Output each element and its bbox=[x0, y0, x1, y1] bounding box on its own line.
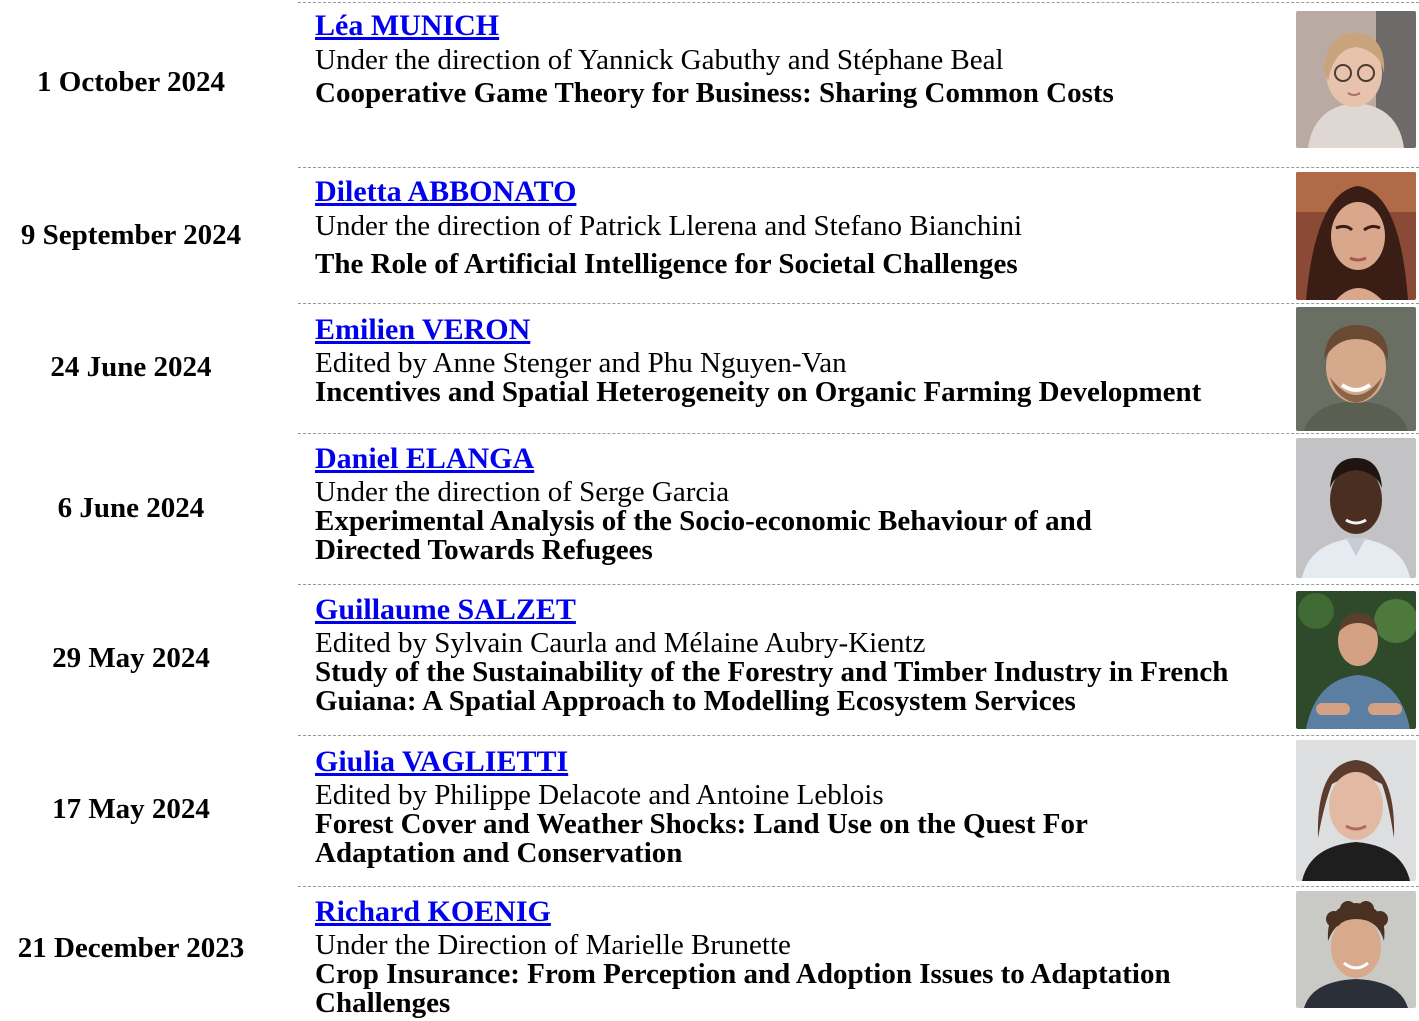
defense-date: 6 June 2024 bbox=[57, 492, 205, 524]
thesis-info bbox=[315, 894, 1291, 1018]
thesis-title: Crop Insurance: From Perception and Adoption Issues to Adaptation Challenges bbox=[315, 958, 1171, 1019]
thesis-title: Experimental Analysis of the Socio-economic Behaviour of and Directed Towards Refugees bbox=[315, 505, 1092, 566]
defense-date: 17 May 2024 bbox=[52, 793, 210, 825]
row-separator bbox=[298, 433, 1419, 434]
thesis-direction: Under the direction of Serge Garcia bbox=[315, 476, 730, 508]
row-separator bbox=[298, 584, 1419, 585]
thesis-info bbox=[315, 8, 1291, 108]
thesis-direction: Edited by Anne Stenger and Phu Nguyen-Van bbox=[315, 347, 847, 379]
defense-date: 9 September 2024 bbox=[20, 219, 242, 251]
thesis-info bbox=[315, 592, 1291, 716]
candidate-name-link[interactable]: Léa MUNICH bbox=[315, 9, 500, 42]
candidate-name-link[interactable]: Richard KOENIG bbox=[315, 895, 551, 928]
thesis-title: Cooperative Game Theory for Business: Sharing Common Costs bbox=[315, 77, 1114, 109]
row-separator bbox=[298, 2, 1419, 3]
thesis-direction: Under the direction of Patrick Llerena and Stefano Bianchini bbox=[315, 210, 1023, 242]
candidate-photo bbox=[1296, 740, 1416, 881]
portrait-woman-glasses-icon bbox=[1296, 11, 1416, 148]
thesis-direction: Under the direction of Yannick Gabuthy and Stéphane Beal bbox=[315, 44, 1004, 76]
candidate-name-link[interactable]: Emilien VERON bbox=[315, 313, 531, 346]
defense-date: 21 December 2023 bbox=[17, 932, 245, 964]
thesis-info bbox=[315, 441, 1291, 565]
defense-date: 29 May 2024 bbox=[52, 642, 210, 674]
defense-date: 24 June 2024 bbox=[50, 351, 212, 383]
candidate-name-link[interactable]: Guillaume SALZET bbox=[315, 593, 576, 626]
candidate-name-link[interactable]: Daniel ELANGA bbox=[315, 442, 535, 475]
row-separator bbox=[298, 167, 1419, 168]
thesis-title: Incentives and Spatial Heterogeneity on Organic Farming Development bbox=[315, 376, 1202, 408]
thesis-title: The Role of Artificial Intelligence for Societal Challenges bbox=[315, 248, 1018, 280]
candidate-photo bbox=[1296, 172, 1416, 300]
row-separator bbox=[298, 303, 1419, 304]
row-separator bbox=[298, 735, 1419, 736]
candidate-photo bbox=[1296, 11, 1416, 148]
thesis-info bbox=[315, 312, 1419, 407]
thesis-direction: Under the Direction of Marielle Brunette bbox=[315, 929, 791, 961]
candidate-photo bbox=[1296, 438, 1416, 578]
portrait-woman-dark-hair-icon bbox=[1296, 172, 1416, 300]
thesis-title: Study of the Sustainability of the Forestry and Timber Industry in French Guiana: A Spatial Approach to Modelling Ecosystem Services bbox=[315, 656, 1229, 717]
thesis-info bbox=[315, 174, 1291, 279]
candidate-name-link[interactable]: Giulia VAGLIETTI bbox=[315, 745, 569, 778]
portrait-woman-smile-icon bbox=[1296, 740, 1416, 881]
row-separator bbox=[298, 886, 1419, 887]
portrait-man-shirt-icon bbox=[1296, 438, 1416, 578]
thesis-title: Forest Cover and Weather Shocks: Land Use on the Quest For Adaptation and Conservation bbox=[315, 808, 1088, 869]
portrait-man-curly-hair-icon bbox=[1296, 891, 1416, 1008]
candidate-name-link[interactable]: Diletta ABBONATO bbox=[315, 175, 577, 208]
thesis-direction: Edited by Philippe Delacote and Antoine Leblois bbox=[315, 779, 884, 811]
portrait-man-outdoors-icon bbox=[1296, 591, 1416, 729]
portrait-man-beard-icon bbox=[1296, 307, 1416, 431]
candidate-photo bbox=[1296, 591, 1416, 729]
thesis-direction: Edited by Sylvain Caurla and Mélaine Aubry-Kientz bbox=[315, 627, 926, 659]
candidate-photo bbox=[1296, 891, 1416, 1008]
defense-date: 1 October 2024 bbox=[37, 66, 225, 98]
thesis-info bbox=[315, 744, 1291, 868]
candidate-photo bbox=[1296, 307, 1416, 431]
